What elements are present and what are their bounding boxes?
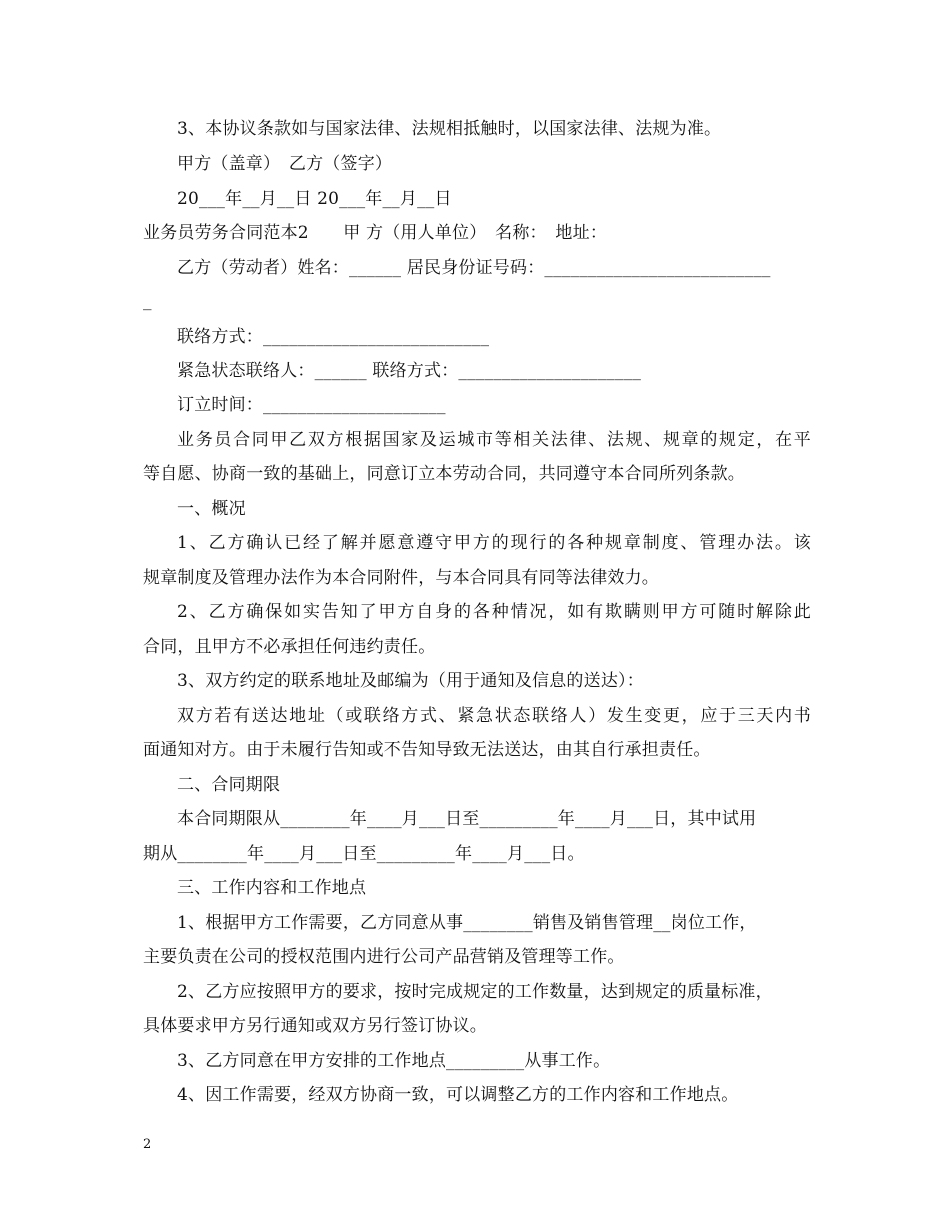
text-line: 期从________年____月___日至_________年____月___日。 bbox=[143, 844, 585, 864]
text-line: 业务员劳务合同范本2 甲 方（用人单位） 名称： 地址： bbox=[143, 223, 608, 243]
text-line: 紧急状态联络人：______ 联络方式：_____________________ bbox=[177, 361, 642, 381]
text-line: 3、双方约定的联系地址及邮编为（用于通知及信息的送达）： bbox=[177, 671, 644, 691]
text-line: 面通知对方。由于未履行告知或不告知导致无法送达，由其自行承担责任。 bbox=[143, 740, 711, 760]
text-line: 甲方（盖章） 乙方（签字） bbox=[177, 154, 393, 174]
text-line: 等自愿、协商一致的基础上，同意订立本劳动合同，共同遵守本合同所列条款。 bbox=[143, 464, 745, 484]
text-line: 合同，且甲方不必承担任何违约责任。 bbox=[143, 637, 436, 657]
text-line: 1、根据甲方工作需要，乙方同意从事________销售及销售管理__岗位工作， bbox=[177, 913, 757, 933]
text-line: 3、本协议条款如与国家法律、法规相抵触时，以国家法律、法规为准。 bbox=[177, 119, 722, 139]
text-line: 主要负责在公司的授权范围内进行公司产品营销及管理等工作。 bbox=[143, 947, 625, 967]
text-line: _ bbox=[143, 291, 152, 311]
text-line: 本合同期限从________年____月___日至_________年____月___日，其中试用 bbox=[177, 809, 757, 829]
text-line: 乙方（劳动者）姓名：______ 居民身份证号码：__________________________ bbox=[177, 258, 771, 278]
section-heading: 三、工作内容和工作地点 bbox=[177, 878, 367, 898]
text-line: 3、乙方同意在甲方安排的工作地点_________从事工作。 bbox=[177, 1051, 611, 1071]
text-line: 4、因工作需要，经双方协商一致，可以调整乙方的工作内容和工作地点。 bbox=[177, 1085, 739, 1105]
text-line: 2、乙方应按照甲方的要求，按时完成规定的工作数量，达到规定的质量标准， bbox=[177, 982, 773, 1002]
section-heading: 二、合同期限 bbox=[177, 775, 281, 795]
text-line: 具体要求甲方另行通知或双方另行签订协议。 bbox=[143, 1016, 487, 1036]
text-line: 规章制度及管理办法作为本合同附件，与本合同具有同等法律效力。 bbox=[143, 568, 659, 588]
text-line: 双方若有送达地址（或联络方式、紧急状态联络人）发生变更，应于三天内书 bbox=[177, 706, 811, 726]
text-line: 2、乙方确保如实告知了甲方自身的各种情况，如有欺瞒则甲方可随时解除此 bbox=[177, 602, 811, 622]
text-line: 业务员合同甲乙双方根据国家及运城市等相关法律、法规、规章的规定，在平 bbox=[177, 430, 811, 450]
text-line: 1、乙方确认已经了解并愿意遵守甲方的现行的各种规章制度、管理办法。该 bbox=[177, 533, 811, 553]
section-heading: 一、概况 bbox=[177, 499, 246, 519]
text-line: 订立时间：_____________________ bbox=[177, 395, 446, 415]
text-line: 联络方式：__________________________ bbox=[177, 327, 490, 347]
page-number: 2 bbox=[143, 1137, 152, 1152]
text-line: 20___年__月__日 20___年__月__日 bbox=[177, 189, 452, 209]
